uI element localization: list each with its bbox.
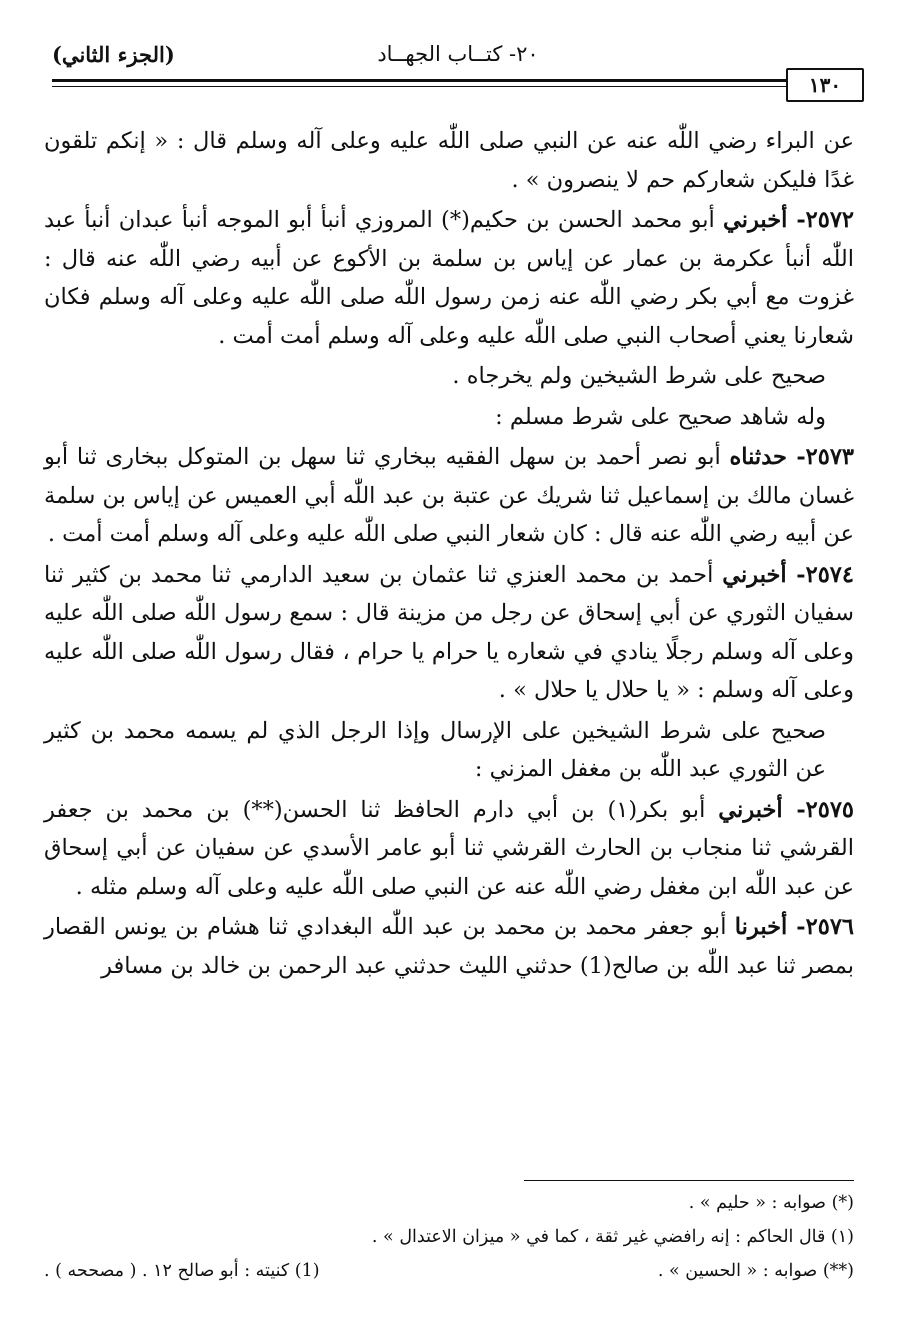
hadith-2575 (44, 791, 854, 907)
footnote: (**) صوابه : « الحسين » . (657, 1261, 854, 1281)
paragraph-text: أبو بكر(١) بن أبي دارم الحافظ ثنا الحسن(**) بن محمد بن جعفر القرشي ثنا منجاب بن الحارث القرشي ثنا أبو عامر الأسدي عن سفيان عن أبي إسحاق عن عبد اللّٰه ابن مغفل رضي اللّٰه عنه عن النبي صلى اللّٰه عليه وعلى آله وسلم مثله . (44, 796, 854, 900)
header-rule-thin (52, 86, 788, 87)
paragraph-text: عن البراء رضي اللّٰه عنه عن النبي صلى اللّٰه عليه وعلى آله وسلم قال : « إنكم تلقون غدًا فليكن شعاركم حم لا ينصرون » . (44, 128, 854, 193)
footnote-separator (524, 1180, 854, 1181)
paragraph-text: وله شاهد صحيح على شرط مسلم : (495, 403, 826, 430)
chapter-title: ٢٠- كتــاب الجهــاد (377, 42, 539, 66)
hadith-number: ٢٥٧٥- أخبرني (718, 796, 855, 823)
footnote: (*) صوابه : « حليم » . (688, 1193, 854, 1213)
footnote: (١) قال الحاكم : إنه رافضي غير ثقة ، كما في « ميزان الاعتدال » . (371, 1227, 854, 1247)
witness-note (44, 398, 854, 437)
footnote: (1) كنيته : أبو صالح ١٢ . ( مصححه ) . (44, 1261, 320, 1281)
hadith-number: ٢٥٧٣- حدثناه (729, 444, 854, 470)
volume-label: (الجزء الثاني) (52, 42, 175, 67)
grading-note (44, 357, 854, 396)
header-rule-thick (52, 79, 788, 82)
hadith-2574 (44, 556, 854, 710)
hadith-number: ٢٥٧٤- أخبرني (722, 561, 854, 588)
main-text (44, 122, 854, 987)
hadith-2576 (44, 908, 854, 985)
paragraph-text: أبو جعفر محمد بن محمد بن عبد اللّٰه البغدادي ثنا هشام بن يونس القصار بمصر ثنا عبد اللّٰه بن صالح(1) حدثني الليث حدثني عبد الرحمن بن خالد بن مسافر (44, 914, 854, 979)
paragraph (44, 122, 854, 199)
hadith-2572 (44, 201, 854, 355)
footnote-row (44, 1254, 854, 1288)
paragraph-text: أحمد بن محمد العنزي ثنا عثمان بن سعيد الدارمي ثنا محمد بن كثير ثنا سفيان الثوري عن أبي إسحاق عن رجل من مزينة قال : سمع رسول اللّٰه صلى اللّٰه عليه وعلى آله وسلم رجلًا ينادي في شعاره يا حرام يا حرام ، فقال رسول اللّٰه صلى اللّٰه عليه وعلى آله وسلم : « يا حلال يا حلال » . (44, 561, 854, 703)
running-header (52, 40, 864, 74)
paragraph-text: صحيح على شرط الشيخين على الإرسال وإذا الرجل الذي لم يسمه محمد بن كثير عن الثوري عبد اللّٰه بن مغفل المزني : (44, 717, 826, 782)
hadith-number: ٢٥٧٢- أخبرني (723, 207, 854, 233)
hadith-2573 (44, 438, 854, 554)
paragraph-text: أبو نصر أحمد بن سهل الفقيه ببخاري ثنا سهل بن المتوكل ببخارى ثنا أبو غسان مالك بن إسماعيل ثنا شريك عن عتبة بن عبد اللّٰه أبي العميس عن إياس بن سلمة عن أبيه رضي اللّٰه عنه قال : كان شعار النبي صلى اللّٰه عليه وعلى آله وسلم أمت أمت . (44, 444, 854, 547)
page-number-box: ١٣٠ (786, 68, 864, 102)
footnotes (44, 1186, 854, 1288)
paragraph-text: أبو محمد الحسن بن حكيم(*) المروزي أنبأ أبو الموجه أنبأ عبدان أنبأ عبد اللّٰه أنبأ عكرمة بن عمار عن إياس بن سلمة بن الأكوع عن أبيه رضي اللّٰه عنه قال : غزوت مع أبي بكر رضي اللّٰه عنه زمن رسول اللّٰه صلى اللّٰه عليه وعلى آله وسلم فكان شعارنا يعني أصحاب النبي صلى اللّٰه عليه وعلى آله وسلم أمت أمت . (44, 207, 854, 349)
grading-note (44, 712, 854, 789)
hadith-number: ٢٥٧٦- أخبرنا (734, 914, 854, 940)
paragraph-text: صحيح على شرط الشيخين ولم يخرجاه . (452, 363, 826, 389)
